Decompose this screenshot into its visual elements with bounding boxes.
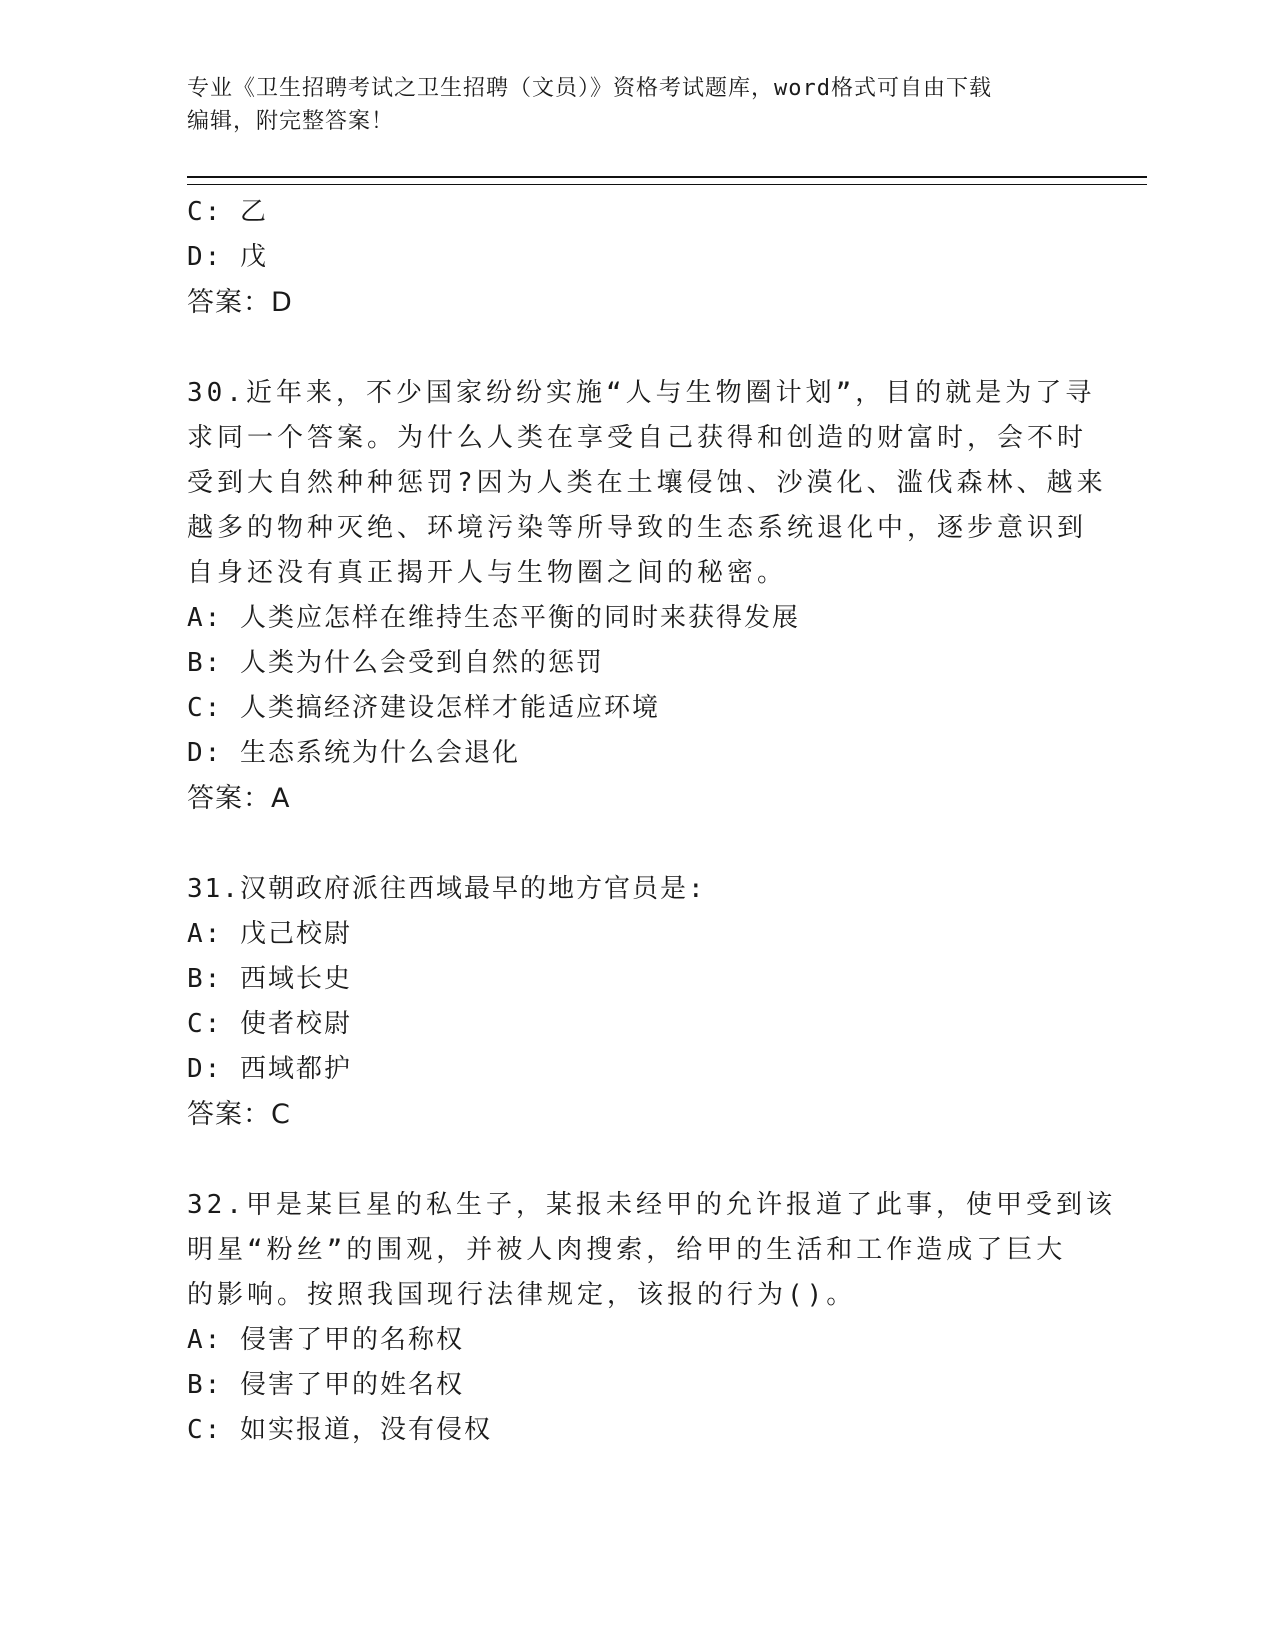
question-30-line-2: 求同一个答案。为什么人类在享受自己获得和创造的财富时，会不时	[187, 423, 1088, 453]
question-30-answer: 答案：A	[187, 783, 291, 814]
question-30	[187, 371, 1107, 821]
question-31-option-d: D: 西域都护	[187, 1054, 352, 1084]
question-32-line-3: 的影响。按照我国现行法律规定，该报的行为()。	[187, 1280, 857, 1310]
question-30-option-c: C: 人类搞经济建设怎样才能适应环境	[187, 693, 660, 723]
question-30-option-b: B: 人类为什么会受到自然的惩罚	[187, 648, 604, 678]
question-32-option-c: C: 如实报道，没有侵权	[187, 1415, 492, 1445]
prev-option-d: D: 戊	[187, 242, 268, 272]
question-30-option-a: A: 人类应怎样在维持生态平衡的同时来获得发展	[187, 603, 800, 633]
question-31	[187, 867, 1087, 1137]
prev-answer: 答案：D	[187, 287, 293, 318]
header-divider	[187, 176, 1147, 185]
question-31-text: 31.汉朝政府派往西域最早的地方官员是:	[187, 874, 706, 904]
question-31-option-b: B: 西域长史	[187, 964, 352, 994]
question-30-option-d: D: 生态系统为什么会退化	[187, 738, 520, 768]
question-30-line-1: 30.近年来，不少国家纷纷实施“人与生物圈计划”，目的就是为了寻	[187, 378, 1096, 408]
question-31-option-c: C: 使者校尉	[187, 1009, 352, 1039]
question-30-line-3: 受到大自然种种惩罚?因为人类在土壤侵蚀、沙漠化、滥伐森林、越来	[187, 468, 1107, 498]
question-31-answer: 答案：C	[187, 1099, 291, 1130]
question-32-option-a: A: 侵害了甲的名称权	[187, 1325, 464, 1355]
question-gap	[187, 325, 1087, 371]
question-gap	[187, 1137, 1087, 1183]
question-gap	[187, 821, 1087, 867]
question-32-line-2: 明星“粉丝”的围观，并被人肉搜索，给甲的生活和工作造成了巨大	[187, 1235, 1067, 1265]
prev-option-c: C: 乙	[187, 197, 268, 227]
header-line-2: 编辑，附完整答案！	[187, 109, 395, 134]
document-header	[187, 72, 1067, 138]
question-32-line-1: 32.甲是某巨星的私生子，某报未经甲的允许报道了此事，使甲受到该	[187, 1190, 1116, 1220]
document-body	[187, 190, 1116, 1453]
question-31-option-a: A: 戊己校尉	[187, 919, 352, 949]
question-32-option-b: B: 侵害了甲的姓名权	[187, 1370, 464, 1400]
question-30-line-4: 越多的物种灭绝、环境污染等所导致的生态系统退化中，逐步意识到	[187, 513, 1088, 543]
question-32	[187, 1183, 1116, 1453]
question-30-line-5: 自身还没有真正揭开人与生物圈之间的秘密。	[187, 558, 788, 588]
header-line-1: 专业《卫生招聘考试之卫生招聘（文员）》资格考试题库，word格式可自由下载	[187, 76, 992, 101]
